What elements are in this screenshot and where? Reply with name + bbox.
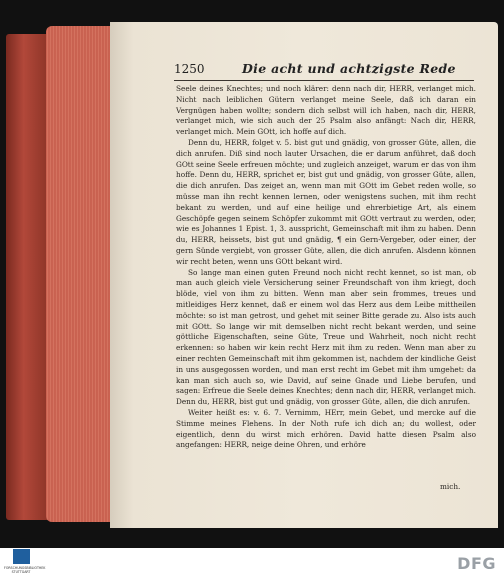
page-body [176,84,476,451]
paragraph: So lange man einen guten Freund noch nicht recht kennet, so ist man, ob man auch gleich viele Versicherung seiner Freundschaft von ihm kriegt, doch blöde, viel von ihm zu bitten. Wenn man aber sein frommes, treues und mitleidiges Herz kennet, daß er einem wol das Herz aus dem Leibe mittheilen möchte: so ist man getrost, und gehet mit seiner Bitte gerade zu. Also ists auch mit GOtt. So lange wir mit demselben nicht recht bekant werden, und seine göttliche Eigenschaften, seine Güte, Treue und Wahrheit, noch nicht recht erkennen: so haben wir kein recht Herz mit ihm zu reden. Wenn man aber zu einer rechten Gemeinschaft mit ihm gekommen ist, nachdem der kindliche Geist in uns ausgegossen worden, und man erst recht im Gebet mit ihm umgehet: da kan man sich auch so, wie David, auf seine Gnade und Liebe berufen, und sagen: Erfreue die Seele deines Knechtes; denn nach dir, HERR, verlanget mich. Denn du, HERR, bist gut und gnädig, von grosser Güte, allen, die dich anrufen. [176,267,476,407]
catchword: mich. [440,482,461,491]
page-edges [46,26,114,522]
library-logo [4,549,46,578]
book-cover [6,34,50,520]
library-logo-icon [13,549,30,564]
paragraph: Weiter heißt es: v. 6. 7. Vernimm, HErr, mein Gebet, und mercke auf die Stimme meines Flehens. In der Noth rufe ich dich an; du wollest, oder eigentlich, denn du wirst mich erhören. David hatte diesen Psalm also angefangen: HERR, neige deine Ohren, und erhöre [176,407,476,450]
viewer-footer [0,548,504,579]
page-number: 1250 [174,62,205,76]
paragraph: Seele deines Knechtes; und noch klärer: denn nach dir, HERR, verlanget mich. Nicht nach leiblichen Gütern verlanget meine Seele, daß ich daran ein Vergnügen haben wollte; sondern dich selbst will ich haben, nach dir, HERR, verlanget mich, wie sich auch der 25 Psalm also anfängt: Nach dir, HERR, verlanget mich. Mein GOtt, ich hoffe auf dich. [176,84,476,137]
running-title: Die acht und achtzigste Rede [242,61,456,76]
paragraph: Denn du, HERR, folget v. 5. bist gut und gnädig, von grosser Güte, allen, die dich anrufen. Diß sind noch lauter Ursachen, die er darum anführet, daß doch GOtt seine Seele erfreuen möchte; und zugleich anzeiget, warum er das von ihm hoffe. Denn du, HERR, sprichet er, bist gut und gnädig, von grosser Güte, allen, die dich anrufen. Das zeiget an, wenn man mit GOtt im Gebet reden wolle, so müsse man ihn recht kennen lernen, oder wenigstens suchen, mit ihm recht bekant zu werden, und auf eine heilige und ehrerbietige Art, als einem Geschöpfe gegen seinem Schöpfer zukommt mit GOtt vertraut zu werden, oder, wie es Johannes 1 Epist. 1, 3. ausspricht, Gemeinschaft mit ihm zu haben. Denn du, HERR, heissets, bist gut und gnädig, ¶ ein Gern-Vergeber, oder einer, der gern Sünde vergiebt, von grosser Güte, allen, die dich anrufen. Alsdenn können wir recht beten, wenn uns GOtt bekant wird. [176,137,476,266]
dfg-logo: DFG [457,554,496,573]
page-header [174,62,474,81]
library-logo-text: FORSCHUNGSBIBLIOTHEK STUTTGART [4,566,46,574]
